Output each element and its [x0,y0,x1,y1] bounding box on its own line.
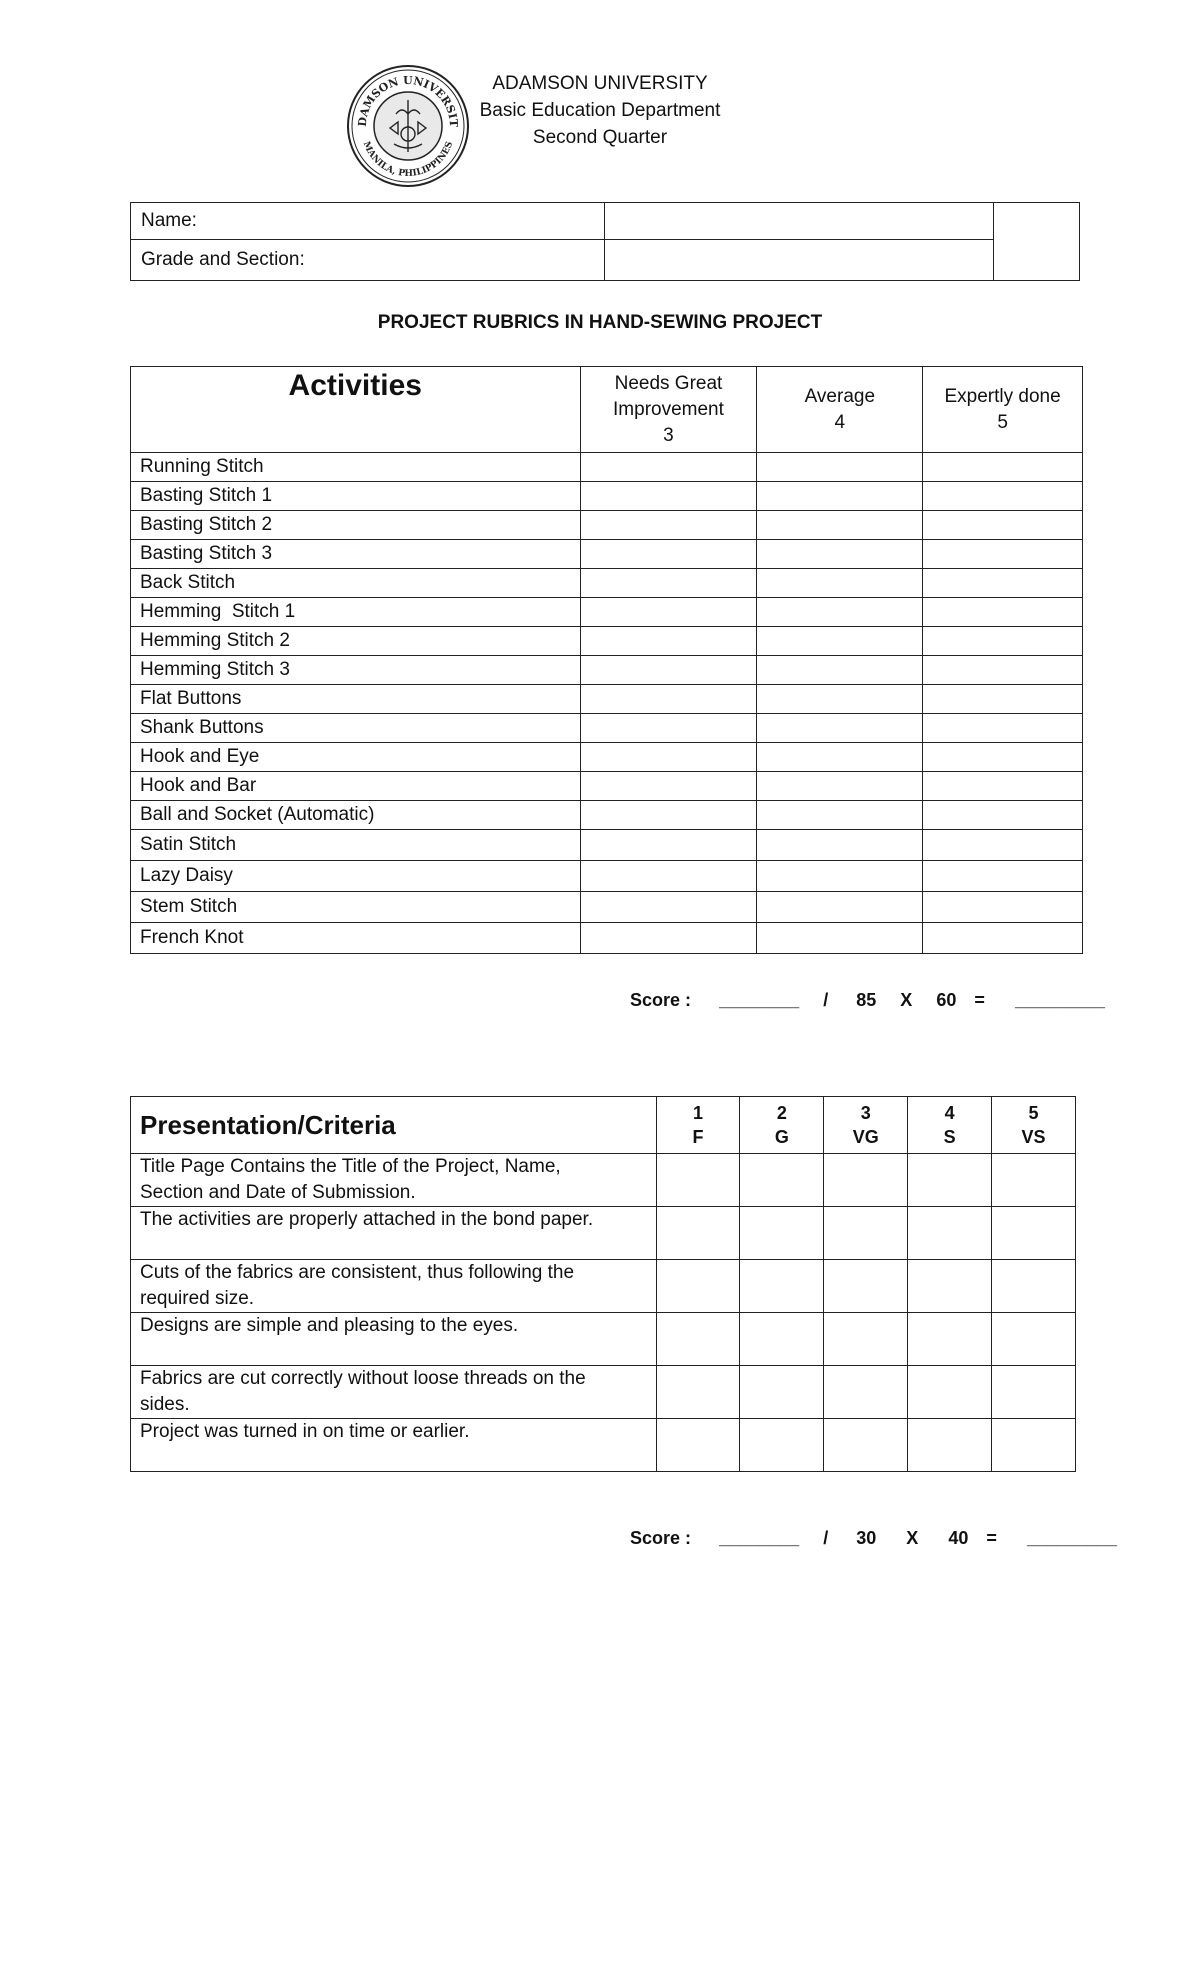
rating-cell[interactable] [580,569,757,598]
activity-name: Hook and Eye [131,743,581,772]
rating-cell[interactable] [923,453,1083,482]
criteria-rating-cell[interactable] [824,1154,908,1207]
criteria-column-code: VG [852,1127,879,1147]
rating-cell[interactable] [923,627,1083,656]
criteria-rating-cell[interactable] [740,1313,824,1366]
score-slash: / [823,1528,829,1548]
grade-section-field[interactable] [604,240,994,281]
activity-name: Basting Stitch 2 [131,511,581,540]
criteria-text: Fabrics are cut correctly without loose threads on the sides. [131,1366,657,1419]
criteria-row [131,1154,1076,1207]
criteria-column-header [992,1097,1076,1154]
rating-cell[interactable] [923,861,1083,892]
activity-row [131,685,1083,714]
criteria-rating-cell[interactable] [908,1154,992,1207]
criteria-rating-cell[interactable] [740,1419,824,1472]
criteria-rating-cell[interactable] [740,1207,824,1260]
rating-cell[interactable] [923,714,1083,743]
rating-cell[interactable] [580,598,757,627]
criteria-column-code: S [943,1127,956,1147]
rating-cell[interactable] [757,627,923,656]
criteria-rating-cell[interactable] [656,1313,740,1366]
activity-name: Flat Buttons [131,685,581,714]
rating-column-label: Average [804,385,876,407]
score-slash: / [823,990,829,1010]
criteria-table [130,1096,1076,1472]
rating-column-value: 3 [663,424,674,446]
score-blank[interactable]: ________ [719,990,800,1010]
criteria-text: Cuts of the fabrics are consistent, thus following the required size. [131,1260,657,1313]
activity-row [131,569,1083,598]
criteria-body [131,1154,1076,1472]
rating-cell[interactable] [580,540,757,569]
criteria-column-header [740,1097,824,1154]
rating-cell[interactable] [923,923,1083,954]
rating-column-header [580,367,757,453]
criteria-text: Title Page Contains the Title of the Project, Name, Section and Date of Submission. [131,1154,657,1207]
activity-row [131,830,1083,861]
score-result-blank[interactable]: _________ [1014,990,1106,1010]
rating-column-header [923,367,1083,453]
rating-cell[interactable] [580,627,757,656]
rating-cell[interactable] [757,772,923,801]
score-total: 30 [856,1528,877,1548]
activity-row [131,861,1083,892]
name-field[interactable] [604,203,994,240]
rating-cell[interactable] [757,714,923,743]
rating-cell[interactable] [923,482,1083,511]
criteria-column-header [908,1097,992,1154]
header-block [470,70,730,151]
rating-column-label: Expertly done [944,385,1061,407]
criteria-rating-cell[interactable] [992,1419,1076,1472]
rating-cell[interactable] [757,511,923,540]
activity-row [131,482,1083,511]
criteria-rating-cell[interactable] [992,1154,1076,1207]
criteria-text: Designs are simple and pleasing to the eyes. [131,1313,657,1366]
rating-cell[interactable] [923,569,1083,598]
rating-cell[interactable] [757,861,923,892]
rating-cell[interactable] [757,801,923,830]
activity-row [131,540,1083,569]
criteria-column-header [656,1097,740,1154]
activity-name: Basting Stitch 3 [131,540,581,569]
rating-cell[interactable] [757,743,923,772]
criteria-rating-cell[interactable] [824,1419,908,1472]
criteria-column-code: F [692,1127,704,1147]
score-equals: = [986,1528,997,1548]
seal-text-top: DAMSON UNIVERSIT [355,73,461,128]
rating-cell[interactable] [923,685,1083,714]
criteria-column-number: 1 [692,1103,703,1123]
rating-cell[interactable] [757,830,923,861]
activity-name: Hemming Stitch 3 [131,656,581,685]
rating-cell[interactable] [757,453,923,482]
criteria-rating-cell[interactable] [740,1154,824,1207]
rating-column-value: 5 [997,411,1008,433]
criteria-column-header [824,1097,908,1154]
criteria-rating-cell[interactable] [656,1419,740,1472]
activity-name: Satin Stitch [131,830,581,861]
criteria-rating-cell[interactable] [656,1154,740,1207]
rating-cell[interactable] [923,511,1083,540]
rating-cell[interactable] [580,830,757,861]
criteria-rating-cell[interactable] [824,1260,908,1313]
criteria-rating-cell[interactable] [656,1366,740,1419]
rating-cell[interactable] [757,598,923,627]
criteria-rating-cell[interactable] [992,1313,1076,1366]
score-weight: 40 [948,1528,969,1548]
activity-row [131,923,1083,954]
criteria-rating-cell[interactable] [824,1313,908,1366]
rating-column-value: 4 [834,411,846,433]
rating-cell[interactable] [757,923,923,954]
activity-name: Shank Buttons [131,714,581,743]
criteria-rating-cell[interactable] [824,1366,908,1419]
rating-cell[interactable] [923,540,1083,569]
score-label: Score : [630,990,692,1010]
activity-name: French Knot [131,923,581,954]
criteria-column-number: 3 [860,1103,871,1123]
criteria-column-number: 2 [776,1103,787,1123]
rating-cell[interactable] [580,453,757,482]
quarter-label: Second Quarter [532,127,668,148]
criteria-row [131,1313,1076,1366]
score-label: Score : [630,1528,692,1548]
rating-cell[interactable] [580,656,757,685]
activity-name: Back Stitch [131,569,581,598]
activities-table [130,366,1083,954]
rating-cell[interactable] [757,482,923,511]
rating-cell[interactable] [757,569,923,598]
activity-name: Running Stitch [131,453,581,482]
criteria-header-row [131,1097,1076,1154]
rating-cell[interactable] [757,685,923,714]
criteria-header: Presentation/Criteria [131,1097,657,1154]
criteria-rating-cell[interactable] [908,1419,992,1472]
rating-cell[interactable] [923,772,1083,801]
activities-body [131,453,1083,954]
criteria-rating-cell[interactable] [992,1207,1076,1260]
rating-cell[interactable] [580,801,757,830]
activity-name: Hook and Bar [131,772,581,801]
criteria-rating-cell[interactable] [824,1207,908,1260]
activity-name: Hemming Stitch 1 [131,598,581,627]
seal-text-bottom: MANILA, PHILIPPINES [360,140,456,180]
criteria-row [131,1260,1076,1313]
activity-row [131,892,1083,923]
activities-header: Activities [131,367,581,453]
activity-row [131,801,1083,830]
score-box[interactable] [994,203,1080,281]
criteria-rating-cell[interactable] [740,1260,824,1313]
criteria-rating-cell[interactable] [656,1260,740,1313]
rating-column-label: Needs Great Improvement [613,372,724,420]
rating-cell[interactable] [923,656,1083,685]
rating-cell[interactable] [580,511,757,540]
activity-row [131,598,1083,627]
criteria-column-code: VS [1021,1127,1046,1147]
activity-row [131,627,1083,656]
activity-row [131,453,1083,482]
rating-cell[interactable] [923,598,1083,627]
criteria-rating-cell[interactable] [908,1260,992,1313]
criteria-score-line [630,1528,1117,1549]
activity-name: Lazy Daisy [131,861,581,892]
activity-row [131,714,1083,743]
activities-score-line [630,990,1105,1011]
criteria-rating-cell[interactable] [740,1366,824,1419]
criteria-column-code: G [774,1127,789,1147]
name-label: Name: [131,203,605,240]
criteria-rating-cell[interactable] [908,1313,992,1366]
rating-cell[interactable] [757,656,923,685]
university-seal [346,64,470,188]
criteria-row [131,1419,1076,1472]
score-times: X [900,990,913,1010]
criteria-rating-cell[interactable] [992,1260,1076,1313]
criteria-rating-cell[interactable] [992,1366,1076,1419]
rating-cell[interactable] [923,743,1083,772]
rating-cell[interactable] [580,482,757,511]
rubric-title: PROJECT RUBRICS IN HAND-SEWING PROJECT [377,312,823,333]
department-name: Basic Education Department [479,100,721,121]
grade-section-label: Grade and Section: [131,240,605,281]
student-info-table [130,202,1080,281]
rating-cell[interactable] [757,892,923,923]
criteria-rating-cell[interactable] [908,1366,992,1419]
criteria-row [131,1207,1076,1260]
rating-cell[interactable] [757,540,923,569]
rating-cell[interactable] [580,861,757,892]
rating-cell[interactable] [580,743,757,772]
criteria-text: The activities are properly attached in the bond paper. [131,1207,657,1260]
activity-row [131,772,1083,801]
score-times: X [906,1528,919,1548]
rating-cell[interactable] [580,685,757,714]
rating-cell[interactable] [580,714,757,743]
criteria-text: Project was turned in on time or earlier. [131,1419,657,1472]
university-name: ADAMSON UNIVERSITY [492,73,708,94]
score-blank[interactable]: ________ [719,1528,800,1548]
rating-column-header [757,367,923,453]
activity-row [131,656,1083,685]
activity-row [131,511,1083,540]
activity-name: Stem Stitch [131,892,581,923]
activity-name: Basting Stitch 1 [131,482,581,511]
rating-cell[interactable] [580,923,757,954]
rating-cell[interactable] [580,892,757,923]
criteria-rating-cell[interactable] [908,1207,992,1260]
score-weight: 60 [936,990,957,1010]
activity-row [131,743,1083,772]
criteria-column-number: 4 [944,1103,955,1123]
score-total: 85 [856,990,877,1010]
criteria-column-number: 5 [1028,1103,1039,1123]
rating-cell[interactable] [923,801,1083,830]
score-equals: = [974,990,985,1010]
activities-header-row [131,367,1083,453]
criteria-row [131,1366,1076,1419]
activity-name: Hemming Stitch 2 [131,627,581,656]
score-result-blank[interactable]: _________ [1026,1528,1118,1548]
rating-cell[interactable] [580,772,757,801]
activity-name: Ball and Socket (Automatic) [131,801,581,830]
rating-cell[interactable] [923,892,1083,923]
criteria-rating-cell[interactable] [656,1207,740,1260]
rating-cell[interactable] [923,830,1083,861]
